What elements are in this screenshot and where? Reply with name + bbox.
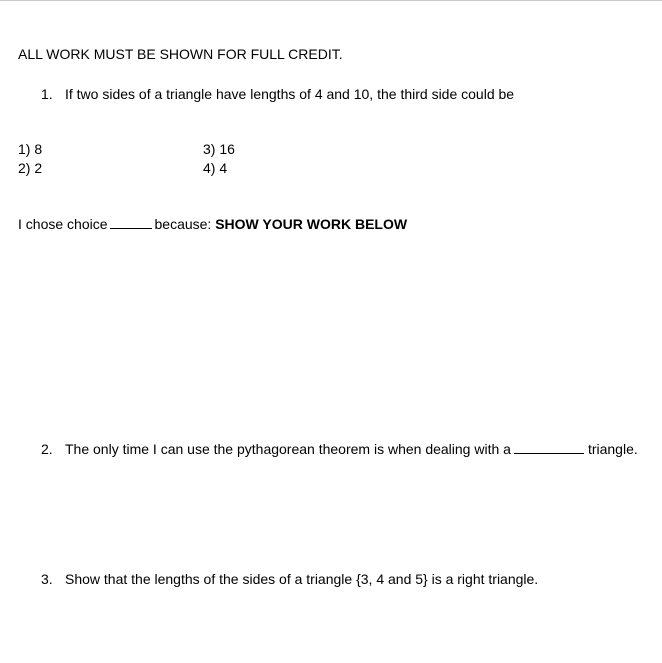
question-3-text: Show that the lengths of the sides of a triangle {3, 4 and 5} is a right triangle. [65, 571, 539, 587]
question-2-text: The only time I can use the pythagorean theorem is when dealing with a [65, 441, 511, 457]
question-2-number: 2. [41, 441, 53, 457]
top-border [0, 0, 662, 1]
question-1-text: If two sides of a triangle have lengths of 4 and 10, the third side could be [65, 86, 515, 102]
answer-line [18, 216, 407, 232]
choice-4: 4) 4 [203, 160, 228, 176]
answer-prefix: I chose choice [18, 216, 108, 232]
choice-blank[interactable] [110, 216, 152, 229]
question-2-text-end: triangle. [587, 441, 638, 457]
question-2 [41, 441, 638, 457]
question-1 [41, 86, 514, 102]
answer-because: because: [154, 216, 212, 232]
question-3 [41, 571, 538, 587]
choice-1: 1) 8 [18, 141, 43, 157]
triangle-type-blank[interactable] [514, 441, 584, 454]
choice-2: 2) 2 [18, 160, 43, 176]
question-3-number: 3. [41, 571, 53, 587]
choice-3: 3) 16 [203, 141, 235, 157]
question-1-number: 1. [41, 86, 53, 102]
show-work-instruction: SHOW YOUR WORK BELOW [215, 216, 408, 232]
worksheet-header: ALL WORK MUST BE SHOWN FOR FULL CREDIT. [18, 46, 343, 62]
